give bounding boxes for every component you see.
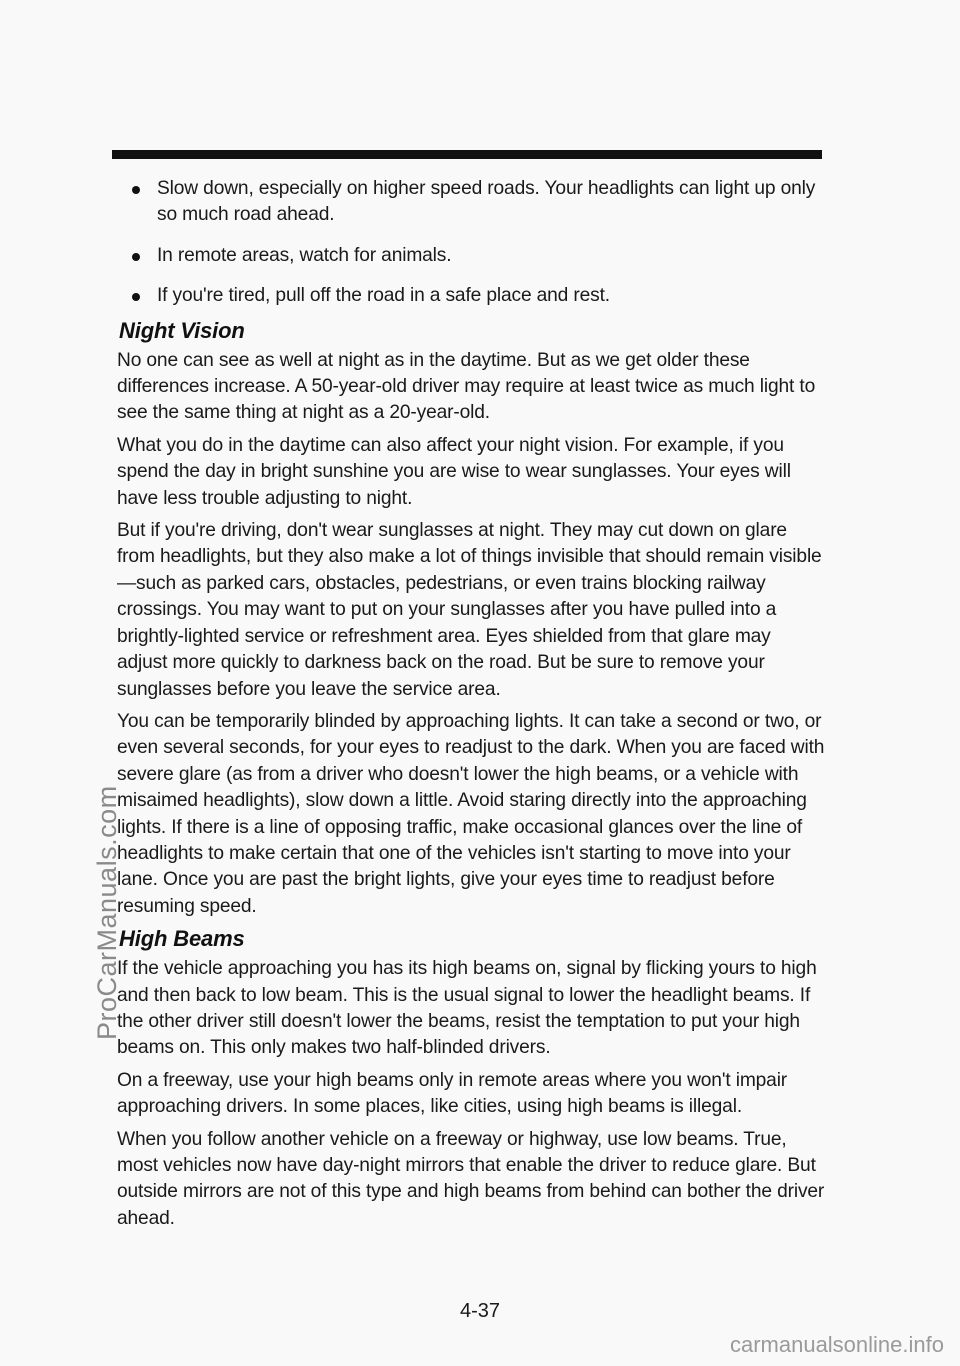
night-vision-paragraph: What you do in the daytime can also affect your night vision. For example, if you spend the day in bright sunshine you are wise to wear sunglasses. Your eyes will have less trouble adjusting to night.	[117, 434, 791, 509]
bullet-icon	[132, 293, 140, 301]
high-beams-paragraph: If the vehicle approaching you has its high beams on, signal by flicking yours to high and then back to low beam. This is the usual signal to lower the headlight beams. If the other driver still doesn't lower the beams, resist the temptation to put your high beams on. This only makes two half-blinded drivers.	[117, 958, 817, 1059]
night-vision-paragraph: You can be temporarily blinded by approaching lights. It can take a second or two, or even several seconds, for your eyes to readjust to the dark. When you are faced with severe glare (as from a driver who doesn't lower the high beams, or a vehicle with misaimed headlights), slow down a little. Avoid staring directly into the approaching lights. If there is a line of opposing traffic, make occasional glances over the line of headlights to make certain that one of the vehicles isn't starting to move into your lane. Once you are past the bright lights, give your eyes time to readjust before resuming speed.	[117, 710, 825, 917]
high-beams-paragraph: When you follow another vehicle on a freeway or highway, use low beams. True, most vehicles now have day-night mirrors that enable the driver to reduce glare. But outside mirrors are not of this type and high beams from behind can bother the driver ahead.	[117, 1128, 825, 1229]
bottom-watermark: carmanualsonline.info	[729, 1332, 944, 1357]
night-vision-paragraph: No one can see as well at night as in the daytime. But as we get older these differences increase. A 50-year-old driver may require at least twice as much light to see the same thing at night as a 20-year-old.	[117, 349, 816, 424]
night-vision-heading: Night Vision	[119, 317, 245, 343]
night-vision-paragraph: But if you're driving, don't wear sunglasses at night. They may cut down on glare from headlights, but they also make a lot of things invisible that should remain visible—such as parked cars, obstacles, pedestrians, or even trains blocking railway crossings. You may want to put on your sunglasses after you have pulled into a brightly-lighted service or refreshment area. Eyes shielded from that glare may adjust more quickly to darkness back on the road. But be sure to remove your sunglasses before you leave the service area.	[117, 520, 822, 700]
tips-list	[117, 176, 825, 310]
list-item-text: Slow down, especially on higher speed roads. Your headlights can light up only so much road ahead.	[157, 178, 816, 226]
list-item	[117, 283, 825, 309]
bullet-icon	[132, 186, 140, 194]
page-content	[117, 176, 825, 1244]
list-item-text: If you're tired, pull off the road in a safe place and rest.	[157, 285, 610, 307]
bullet-icon	[132, 253, 140, 261]
list-item-text: In remote areas, watch for animals.	[157, 244, 452, 266]
list-item	[117, 176, 825, 229]
list-item	[117, 243, 825, 269]
side-watermark: ProCarManuals.com	[92, 785, 122, 1040]
top-rule	[112, 150, 822, 159]
page-number: 4-37	[459, 1300, 501, 1322]
high-beams-heading: High Beams	[119, 926, 245, 952]
high-beams-paragraph: On a freeway, use your high beams only in remote areas where you won't impair approaching drivers. In some places, like cities, using high beams is illegal.	[117, 1069, 788, 1118]
